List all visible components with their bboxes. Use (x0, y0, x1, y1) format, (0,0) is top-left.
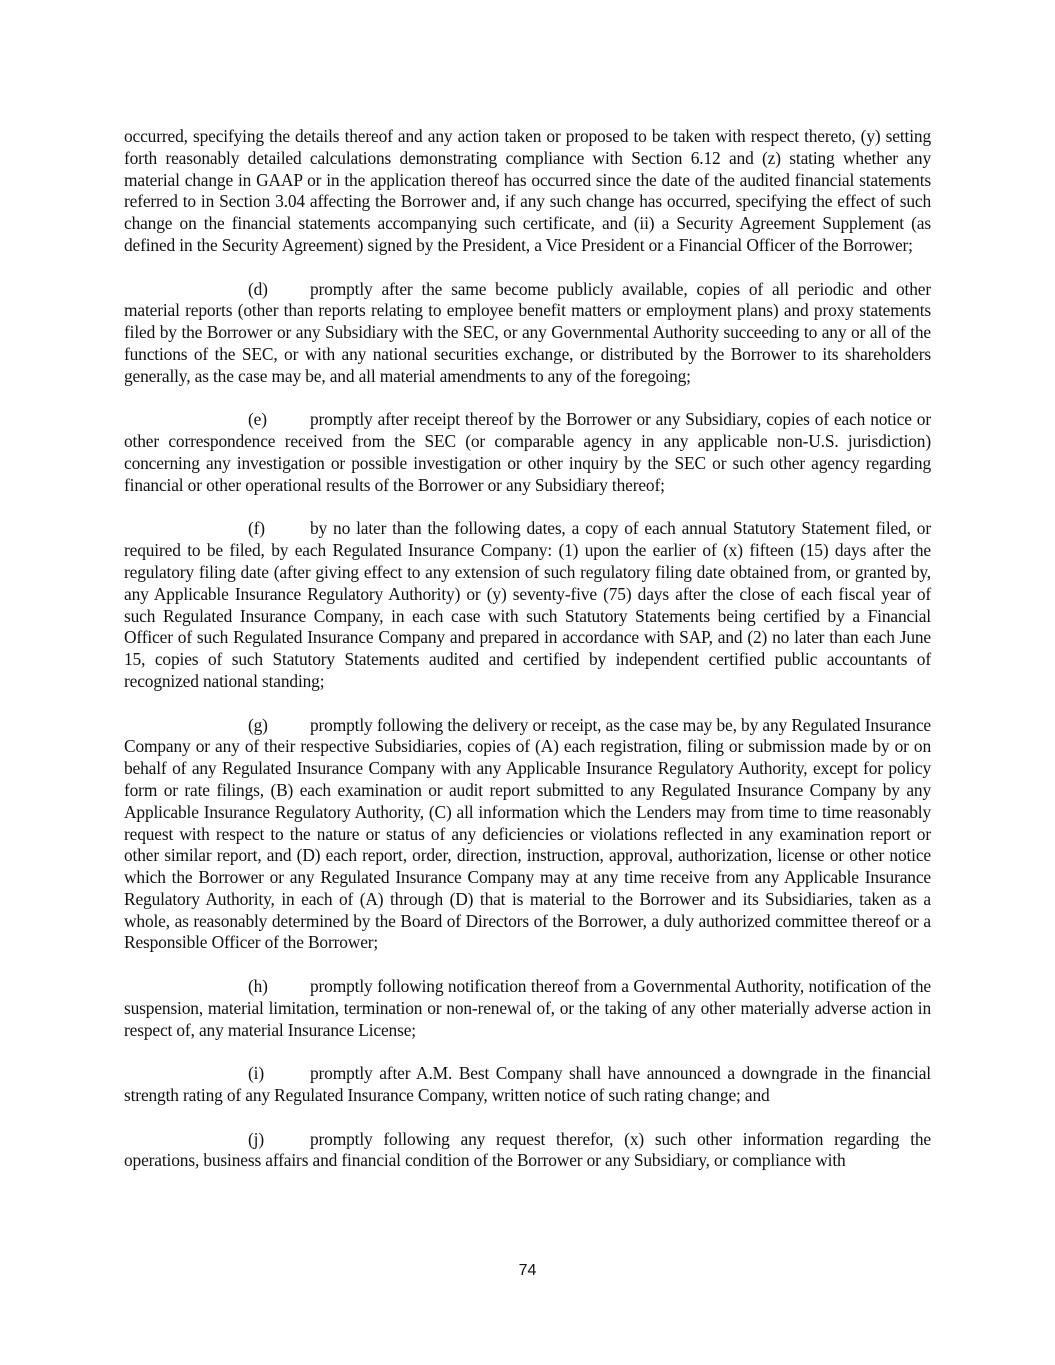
clause-label: (f) (248, 518, 265, 539)
document-page (124, 126, 931, 1194)
clause-text: promptly after the same become publicly available, copies of all periodic and other material reports (other than reports relating to employee benefit matters or employment plans) and proxy statements filed by the Borrower or any Subsidiary with the SEC, or any Governmental Authority succeeding to any or all of the functions of the SEC, or with any national securities exchange, or distributed by the Borrower to its shareholders generally, as the case may be, and all material amendments to any of the foregoing; (124, 278, 931, 386)
clause-label: (g) (248, 714, 268, 735)
clause-text: by no later than the following dates, a copy of each annual Statutory Statement filed, or required to be filed, by each Regulated Insurance Company: (1) upon the earlier of (x) fifteen (15) days after the regulatory filing date (after giving effect to any extension of such regulatory filing date obtained from, or granted by, any Applicable Insurance Regulatory Authority) or (y) seventy-five (75) days after the close of each fiscal year of such Regulated Insurance Company, in each case with such Statutory Statements being certified by a Financial Officer of such Regulated Insurance Company and prepared in accordance with SAP, and (2) no later than each June 15, copies of such Statutory Statements audited and certified by independent certified public accountants of recognized national standing; (124, 518, 931, 691)
clause-label: (h) (248, 976, 268, 997)
clause-e (124, 409, 931, 496)
clause-text: promptly after A.M. Best Company shall have announced a downgrade in the financial strength rating of any Regulated Insurance Company, written notice of such rating change; and (124, 1063, 931, 1106)
clause-label: (i) (248, 1063, 264, 1084)
clause-g (124, 715, 931, 955)
page-number: 74 (518, 1262, 537, 1279)
clause-f (124, 518, 931, 692)
clause-text: promptly following any request therefor, (x) such other information regarding the operations, business affairs and financial condition of the Borrower or any Subsidiary, or compliance with (124, 1128, 931, 1171)
clause-label: (d) (248, 278, 268, 299)
clause-label: (e) (248, 409, 267, 430)
clause-h (124, 976, 931, 1041)
clause-j (124, 1129, 931, 1173)
clause-text: promptly after receipt thereof by the Borrower or any Subsidiary, copies of each notice or other correspondence received from the SEC (or comparable agency in any applicable non-U.S. jurisdiction) concerning any investigation or possible investigation or other inquiry by the SEC or such other agency regarding financial or other operational results of the Borrower or any Subsidiary thereof; (124, 409, 931, 495)
clause-d (124, 279, 931, 388)
clause-i (124, 1063, 931, 1107)
clause-label: (j) (248, 1128, 264, 1149)
clause-text: promptly following notification thereof from a Governmental Authority, notification of the suspension, material limitation, termination or non-renewal of, or the taking of any other materially adverse action in respect of, any material Insurance License; (124, 976, 931, 1040)
clause-text: promptly following the delivery or receipt, as the case may be, by any Regulated Insurance Company or any of their respective Subsidiaries, copies of (A) each registration, filing or submission made by or on behalf of any Regulated Insurance Company with any Applicable Insurance Regulatory Authority, except for policy form or rate filings, (B) each examination or audit report submitted to any Regulated Insurance Company by any Applicable Insurance Regulatory Authority, (C) all information which the Lenders may from time to time reasonably request with respect to the nature or status of any deficiencies or violations reflected in any examination report or other similar report, and (D) each report, order, direction, instruction, approval, authorization, license or other notice which the Borrower or any Regulated Insurance Company may at any time receive from any Applicable Insurance Regulatory Authority, in each of (A) through (D) that is material to the Borrower and its Subsidiaries, taken as a whole, as reasonably determined by the Board of Directors of the Borrower, a duly authorized committee thereof or a Responsible Officer of the Borrower; (124, 714, 931, 953)
continuation-paragraph: occurred, specifying the details thereof and any action taken or proposed to be taken with respect thereto, (y) setting forth reasonably detailed calculations demonstrating compliance with Section 6.12 and (z) stating whether any material change in GAAP or in the application thereof has occurred since the date of the audited financial statements referred to in Section 3.04 affecting the Borrower and, if any such change has occurred, specifying the effect of such change on the financial statements accompanying such certificate, and (ii) a Security Agreement Supplement (as defined in the Security Agreement) signed by the President, a Vice President or a Financial Officer of the Borrower; (124, 126, 931, 255)
